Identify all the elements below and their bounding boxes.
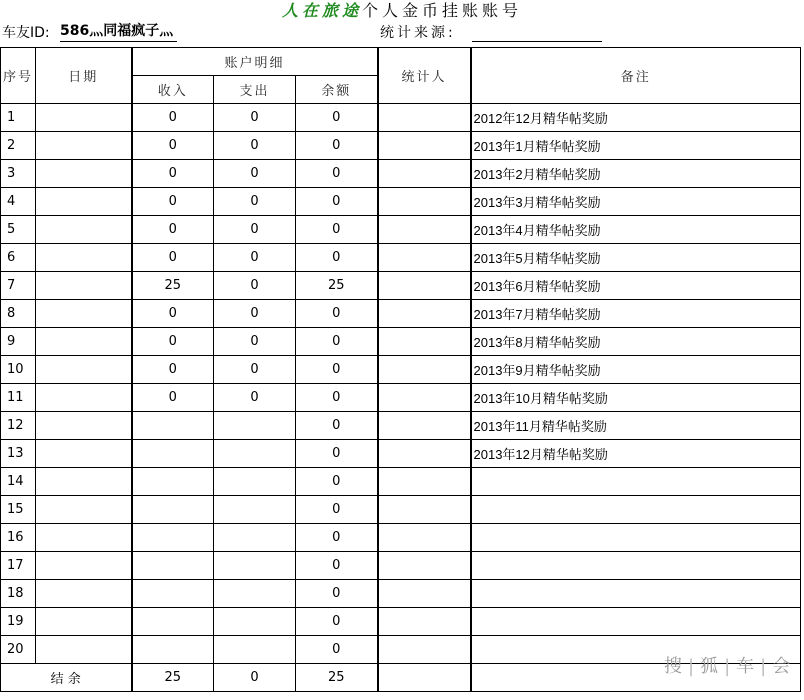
row-income: 0 — [132, 132, 214, 160]
row-remark: 2013年8月精华帖奖励 — [471, 328, 801, 356]
header-expense: 支出 — [214, 76, 296, 104]
table-row — [1, 580, 801, 608]
row-income: 25 — [132, 272, 214, 300]
total-recorder — [378, 664, 471, 692]
watermark-char: 会 — [772, 656, 795, 677]
header-recorder: 统计人 — [378, 48, 471, 104]
title-main: 个人金币挂账账号 — [362, 1, 523, 20]
row-balance: 0 — [296, 104, 378, 132]
table-row — [1, 104, 801, 132]
row-income: 0 — [132, 328, 214, 356]
row-recorder — [378, 496, 471, 524]
table-row — [1, 160, 801, 188]
row-index: 8 — [1, 300, 36, 328]
row-recorder — [378, 132, 471, 160]
row-balance: 0 — [296, 300, 378, 328]
row-remark — [471, 524, 801, 552]
row-expense: 0 — [214, 356, 296, 384]
row-income: 0 — [132, 160, 214, 188]
row-date — [36, 188, 132, 216]
row-index: 1 — [1, 104, 36, 132]
row-remark: 2013年1月精华帖奖励 — [471, 132, 801, 160]
row-index: 7 — [1, 272, 36, 300]
total-expense: 0 — [214, 664, 296, 692]
row-income — [132, 412, 214, 440]
watermark-char: 搜 — [664, 656, 686, 677]
table-row — [1, 216, 801, 244]
member-id-value: 586灬同福疯子灬 — [60, 22, 177, 42]
row-recorder — [378, 160, 471, 188]
row-recorder — [378, 300, 471, 328]
total-label: 结 余 — [1, 664, 132, 692]
row-remark: 2013年9月精华帖奖励 — [471, 356, 801, 384]
row-income: 0 — [132, 384, 214, 412]
row-balance: 0 — [296, 328, 378, 356]
row-expense: 0 — [214, 272, 296, 300]
row-remark: 2013年11月精华帖奖励 — [471, 412, 801, 440]
row-index: 3 — [1, 160, 36, 188]
row-income — [132, 496, 214, 524]
row-index: 17 — [1, 552, 36, 580]
row-remark: 2013年10月精华帖奖励 — [471, 384, 801, 412]
row-index: 6 — [1, 244, 36, 272]
table-row — [1, 384, 801, 412]
source-label: 统计来源: — [380, 25, 456, 41]
row-recorder — [378, 384, 471, 412]
row-date — [36, 552, 132, 580]
row-recorder — [378, 580, 471, 608]
row-recorder — [378, 412, 471, 440]
total-income: 25 — [132, 664, 214, 692]
row-index: 4 — [1, 188, 36, 216]
table-row — [1, 524, 801, 552]
row-expense — [214, 440, 296, 468]
table-row — [1, 272, 801, 300]
row-expense: 0 — [214, 188, 296, 216]
row-remark: 2013年6月精华帖奖励 — [471, 272, 801, 300]
table-row — [1, 440, 801, 468]
row-index: 18 — [1, 580, 36, 608]
row-date — [36, 608, 132, 636]
row-balance: 0 — [296, 412, 378, 440]
row-expense — [214, 636, 296, 664]
table-row — [1, 468, 801, 496]
row-date — [36, 356, 132, 384]
table-row — [1, 496, 801, 524]
row-income: 0 — [132, 104, 214, 132]
title-highlight: 人在旅途 — [281, 1, 362, 20]
row-remark: 2012年12月精华帖奖励 — [471, 104, 801, 132]
row-recorder — [378, 524, 471, 552]
table-row — [1, 132, 801, 160]
row-index: 15 — [1, 496, 36, 524]
row-balance: 0 — [296, 608, 378, 636]
row-income — [132, 636, 214, 664]
table-row — [1, 244, 801, 272]
watermark-char: 车 — [736, 656, 759, 677]
row-expense: 0 — [214, 132, 296, 160]
row-date — [36, 440, 132, 468]
row-remark — [471, 496, 801, 524]
row-date — [36, 580, 132, 608]
row-expense: 0 — [214, 216, 296, 244]
row-remark: 2013年2月精华帖奖励 — [471, 160, 801, 188]
row-date — [36, 244, 132, 272]
row-expense — [214, 580, 296, 608]
row-balance: 0 — [296, 132, 378, 160]
row-remark — [471, 580, 801, 608]
row-expense — [214, 496, 296, 524]
row-income — [132, 608, 214, 636]
row-index: 20 — [1, 636, 36, 664]
row-date — [36, 300, 132, 328]
total-balance: 25 — [296, 664, 378, 692]
row-balance: 0 — [296, 356, 378, 384]
source-blank-line — [472, 41, 602, 42]
row-recorder — [378, 608, 471, 636]
row-expense — [214, 468, 296, 496]
row-date — [36, 468, 132, 496]
row-date — [36, 104, 132, 132]
row-remark: 2013年7月精华帖奖励 — [471, 300, 801, 328]
header-balance: 余额 — [296, 76, 378, 104]
row-balance: 0 — [296, 468, 378, 496]
row-expense — [214, 608, 296, 636]
row-index: 9 — [1, 328, 36, 356]
header-index: 序号 — [1, 48, 36, 104]
row-index: 11 — [1, 384, 36, 412]
row-balance: 0 — [296, 524, 378, 552]
row-income: 0 — [132, 216, 214, 244]
row-recorder — [378, 552, 471, 580]
row-expense: 0 — [214, 160, 296, 188]
row-expense: 0 — [214, 328, 296, 356]
row-date — [36, 636, 132, 664]
row-remark: 2013年4月精华帖奖励 — [471, 216, 801, 244]
row-remark — [471, 608, 801, 636]
row-recorder — [378, 188, 471, 216]
row-income — [132, 552, 214, 580]
row-balance: 0 — [296, 244, 378, 272]
row-balance: 0 — [296, 440, 378, 468]
row-balance: 0 — [296, 580, 378, 608]
table-row — [1, 552, 801, 580]
row-expense — [214, 412, 296, 440]
row-date — [36, 160, 132, 188]
row-income — [132, 440, 214, 468]
ledger-body — [1, 104, 801, 664]
row-income: 0 — [132, 188, 214, 216]
row-balance: 0 — [296, 216, 378, 244]
row-recorder — [378, 272, 471, 300]
row-remark — [471, 468, 801, 496]
row-index: 13 — [1, 440, 36, 468]
row-recorder — [378, 104, 471, 132]
row-date — [36, 524, 132, 552]
row-recorder — [378, 636, 471, 664]
row-balance: 0 — [296, 636, 378, 664]
row-balance: 25 — [296, 272, 378, 300]
header-date: 日期 — [36, 48, 132, 104]
header-income: 收入 — [132, 76, 214, 104]
row-index: 12 — [1, 412, 36, 440]
table-row — [1, 300, 801, 328]
row-remark: 2013年3月精华帖奖励 — [471, 188, 801, 216]
row-index: 10 — [1, 356, 36, 384]
member-id-line — [0, 22, 804, 44]
row-date — [36, 496, 132, 524]
row-remark: 2013年12月精华帖奖励 — [471, 440, 801, 468]
row-index: 5 — [1, 216, 36, 244]
row-date — [36, 216, 132, 244]
row-expense — [214, 524, 296, 552]
row-balance: 0 — [296, 384, 378, 412]
table-row — [1, 412, 801, 440]
table-row — [1, 328, 801, 356]
row-expense — [214, 552, 296, 580]
row-date — [36, 384, 132, 412]
row-recorder — [378, 440, 471, 468]
row-income — [132, 468, 214, 496]
row-date — [36, 412, 132, 440]
row-income: 0 — [132, 244, 214, 272]
row-date — [36, 132, 132, 160]
watermark-char: 狐 — [700, 656, 723, 677]
row-balance: 0 — [296, 552, 378, 580]
row-recorder — [378, 244, 471, 272]
row-date — [36, 272, 132, 300]
row-expense: 0 — [214, 384, 296, 412]
member-id-label: 车友ID: — [2, 25, 50, 41]
row-income: 0 — [132, 356, 214, 384]
row-balance: 0 — [296, 496, 378, 524]
sohu-watermark: 搜 | 狐 | 车 | 会 — [664, 656, 795, 677]
row-index: 16 — [1, 524, 36, 552]
table-row — [1, 356, 801, 384]
row-index: 14 — [1, 468, 36, 496]
row-balance: 0 — [296, 188, 378, 216]
row-income: 0 — [132, 300, 214, 328]
row-expense: 0 — [214, 300, 296, 328]
document-title — [0, 0, 804, 22]
row-remark: 2013年5月精华帖奖励 — [471, 244, 801, 272]
row-index: 2 — [1, 132, 36, 160]
row-income — [132, 580, 214, 608]
row-recorder — [378, 328, 471, 356]
row-income — [132, 524, 214, 552]
row-date — [36, 328, 132, 356]
row-expense: 0 — [214, 244, 296, 272]
table-row — [1, 188, 801, 216]
row-balance: 0 — [296, 160, 378, 188]
header-remark: 备注 — [471, 48, 801, 104]
row-index: 19 — [1, 608, 36, 636]
row-recorder — [378, 356, 471, 384]
table-row — [1, 608, 801, 636]
row-recorder — [378, 468, 471, 496]
row-recorder — [378, 216, 471, 244]
header-account-details: 账户明细 — [132, 48, 378, 76]
ledger-table — [0, 47, 801, 692]
row-expense: 0 — [214, 104, 296, 132]
row-remark — [471, 552, 801, 580]
